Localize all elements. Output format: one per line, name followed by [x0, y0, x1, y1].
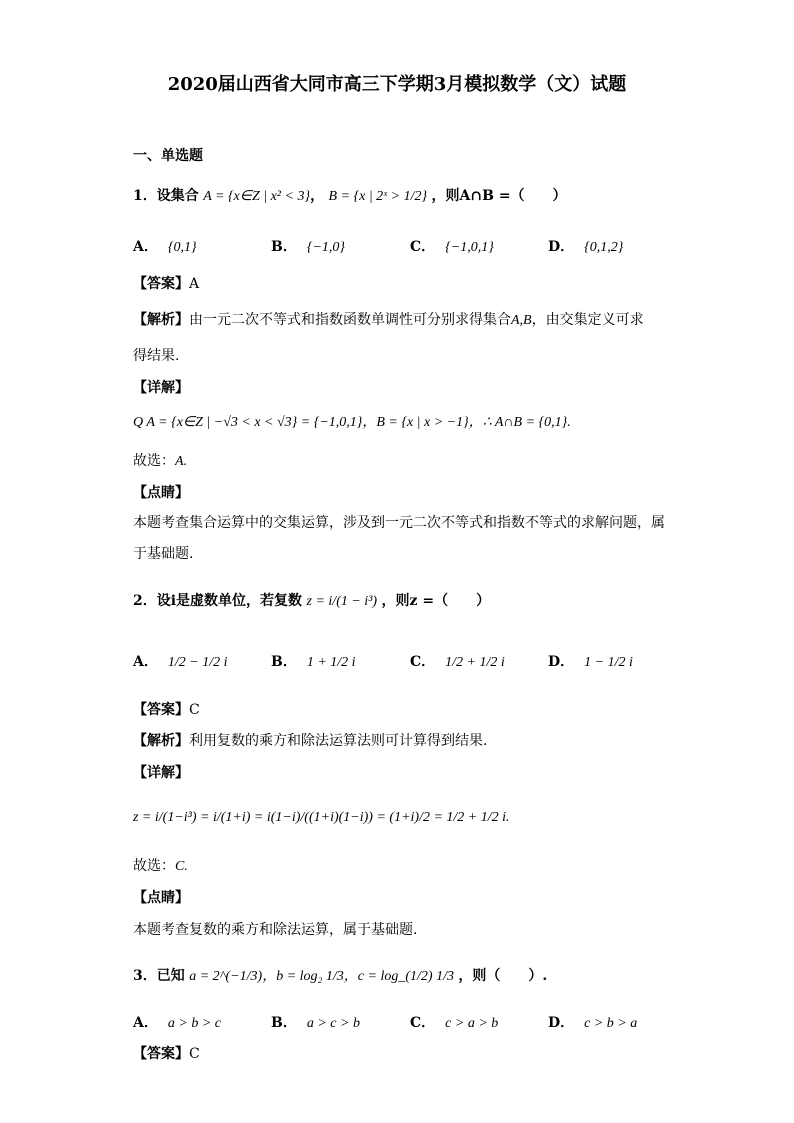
- analysis-text-2: ，由交集定义可求: [531, 312, 644, 328]
- q1-analysis-cont: 得结果.: [133, 348, 180, 364]
- option-value: {−1,0}: [306, 240, 345, 255]
- question-2-ask: ，则z =（ ）: [381, 593, 491, 609]
- q2-detail-line: z = i/(1−i³) = i/(1+i) = i(1−i)/((1+i)(1−i)) = (1+i)/2 = 1/2 + 1/2 i.: [133, 810, 510, 825]
- option-label: A．: [133, 654, 158, 670]
- q2-comment-tag: 【点睛】: [133, 890, 189, 906]
- q1-answer: [133, 274, 199, 294]
- answer-tag: 【答案】: [133, 1046, 189, 1062]
- q1-comment-2: 于基础题.: [133, 546, 194, 562]
- answer-value: A: [189, 276, 200, 292]
- option-label: C．: [410, 654, 436, 670]
- q2-option-a: [133, 652, 228, 673]
- question-1: 1．设集合 A = {x∈Z | x² < 3}， B = {x | 2ˣ > 1/2} ，则A∩B =（ ）: [133, 188, 567, 204]
- option-label: B．: [271, 239, 297, 255]
- q2-analysis: [133, 731, 487, 751]
- option-value: 1/2 + 1/2 i: [445, 655, 505, 670]
- option-value: c > b > a: [584, 1016, 638, 1031]
- option-value: c > a > b: [445, 1016, 499, 1031]
- page-title: 2020届山西省大同市高三下学期3月模拟数学（文）试题: [167, 74, 627, 95]
- q2-choice: 故选：C.: [133, 858, 188, 874]
- q3-option-b: [271, 1013, 360, 1034]
- q1-option-d: [548, 237, 623, 258]
- option-value: 1/2 − 1/2 i: [167, 655, 228, 670]
- analysis-tag: 【解析】: [133, 733, 189, 749]
- option-value: {−1,0,1}: [445, 240, 494, 255]
- choice-prefix: 故选：: [133, 453, 175, 469]
- q2-option-d: [548, 652, 633, 673]
- q2-answer: [133, 700, 200, 720]
- question-2-expr: z = i/(1 − i³): [306, 594, 378, 609]
- question-1-set-b: B = {x | 2ˣ > 1/2}: [328, 189, 428, 204]
- q1-choice: 故选：A.: [133, 453, 188, 469]
- section-heading: 一、单选题: [133, 148, 203, 164]
- option-value: a > b > c: [167, 1016, 221, 1031]
- q1-option-a: [133, 237, 197, 258]
- analysis-vars: A,B: [511, 313, 532, 328]
- q3-answer: [133, 1044, 200, 1064]
- question-3: [133, 966, 547, 987]
- q2-option-c: [410, 652, 505, 673]
- option-label: A．: [133, 239, 158, 255]
- q2-detail-tag: 【详解】: [133, 765, 189, 781]
- choice-value: A: [175, 454, 184, 469]
- option-label: A．: [133, 1015, 158, 1031]
- option-label: D．: [548, 654, 575, 670]
- q1-analysis: [133, 310, 644, 331]
- q2-comment: 本题考查复数的乘方和除法运算，属于基础题.: [133, 922, 418, 938]
- option-label: B．: [271, 654, 297, 670]
- option-value: 1 − 1/2 i: [584, 655, 633, 670]
- analysis-text: 由一元二次不等式和指数函数单调性可分别求得集合: [189, 312, 511, 328]
- option-label: D．: [548, 1015, 575, 1031]
- option-label: C．: [410, 239, 436, 255]
- q1-detail-line: Q A = {x∈Z | −√3 < x < √3} = {−1,0,1}，B = {x | x > −1}，∴ A∩B = {0,1}.: [133, 415, 571, 430]
- answer-tag: 【答案】: [133, 276, 189, 292]
- option-value: {0,1}: [167, 240, 197, 255]
- question-1-ask: ，则A∩B =（ ）: [431, 188, 567, 204]
- question-1-set-a: A = {x∈Z | x² < 3}: [203, 189, 311, 204]
- q1-option-b: [271, 237, 345, 258]
- analysis-tag: 【解析】: [133, 312, 189, 328]
- choice-prefix: 故选：: [133, 858, 175, 874]
- question-1-prefix: 1．设集合: [133, 188, 199, 204]
- option-label: C．: [410, 1015, 436, 1031]
- option-value: a > c > b: [306, 1016, 360, 1031]
- q1-comment-tag: 【点睛】: [133, 485, 189, 501]
- answer-value: C: [189, 702, 200, 718]
- q3-option-a: [133, 1013, 221, 1034]
- question-2-prefix: 2．设i是虚数单位，若复数: [133, 593, 303, 609]
- choice-value: C: [175, 859, 185, 874]
- q3-option-c: [410, 1013, 498, 1034]
- option-value: {0,1,2}: [584, 240, 624, 255]
- analysis-text: 利用复数的乘方和除法运算法则可计算得到结果.: [189, 733, 488, 749]
- answer-value: C: [189, 1046, 200, 1062]
- option-label: B．: [271, 1015, 297, 1031]
- q1-detail-tag: 【详解】: [133, 380, 189, 396]
- q1-option-c: [410, 237, 494, 258]
- question-3-ask: ，则（ ）.: [458, 968, 548, 984]
- option-value: 1 + 1/2 i: [306, 655, 356, 670]
- question-2: [133, 591, 490, 612]
- answer-tag: 【答案】: [133, 702, 189, 718]
- question-3-prefix: 3．已知: [133, 968, 185, 984]
- q1-comment-1: 本题考查集合运算中的交集运算，涉及到一元二次不等式和指数不等式的求解问题，属: [133, 515, 665, 531]
- q2-option-b: [271, 652, 356, 673]
- q3-option-d: [548, 1013, 637, 1034]
- question-3-expr: a = 2^(−1/3)，b = log₂ 1/3，c = log_(1/2) 1/3: [189, 969, 454, 984]
- option-label: D．: [548, 239, 575, 255]
